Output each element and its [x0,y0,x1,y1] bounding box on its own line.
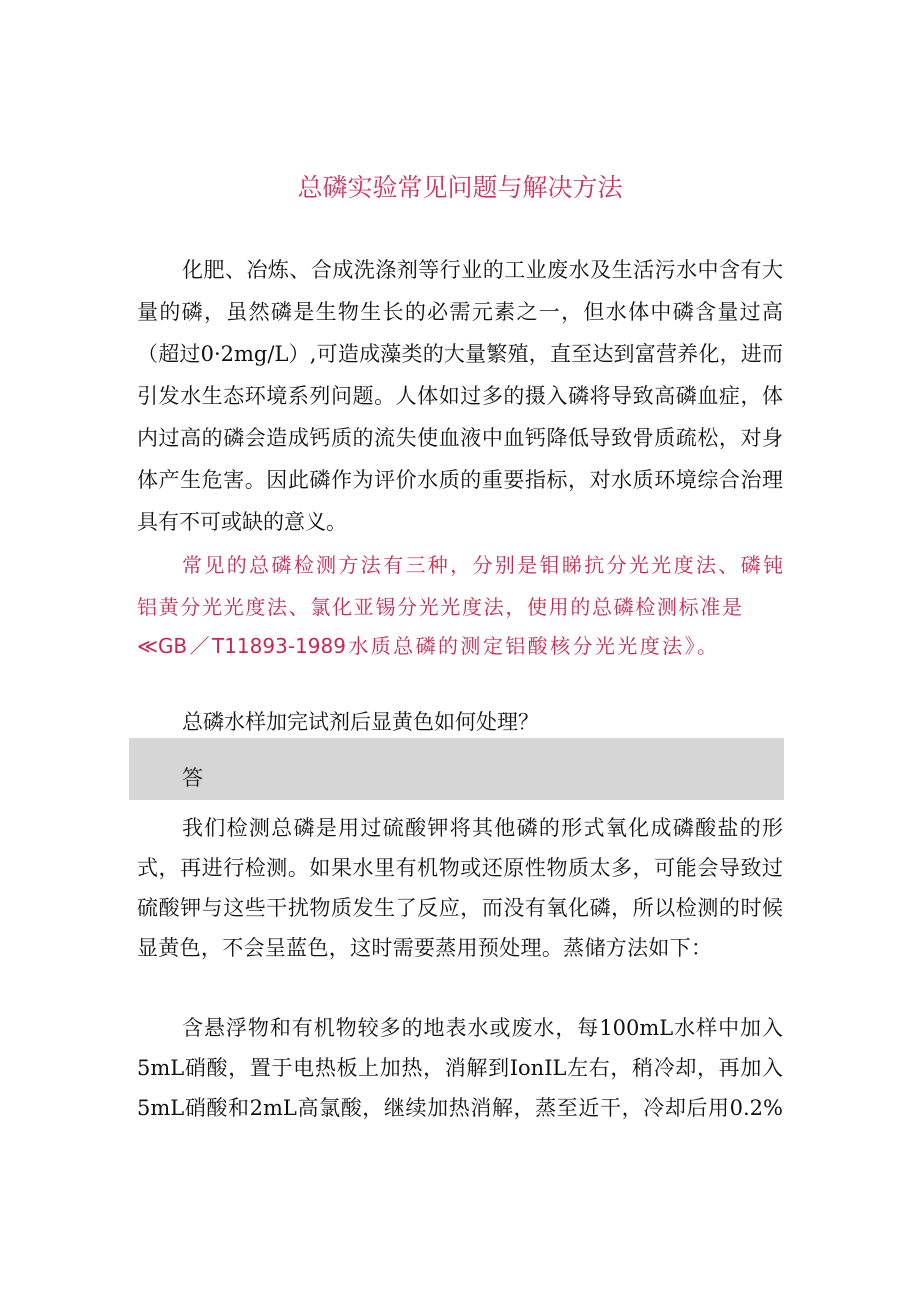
methods-line: 铝黄分光光度法、氯化亚锡分光光度法，使用的总磷检测标准是 [137,595,742,619]
answer-line: 我们检测总磷是用过硫酸钾将其他磷的形式氧化成磷酸盐的形 [182,816,783,840]
methods-line: 常见的总磷检测方法有三种，分别是钼睇抗分光光度法、磷钝 [182,553,783,577]
intro-line: 化肥、冶炼、合成洗涤剂等行业的工业废水及生活污水中含有大 [182,258,783,282]
procedure-line: 5mL硝酸，置于电热板上加热，消解到IonIL左右，稍冷却，再加入 [137,1056,783,1080]
answer-line: 硫酸钾与这些干扰物质发生了反应，而没有氧化磷，所以检测的时候 [137,896,783,920]
procedure-line: 含悬浮物和有机物较多的地表水或废水，每100mL水样中加入 [182,1016,783,1040]
document-title: 总磷实验常见问题与解决方法 [297,173,623,202]
intro-line: 引发水生态环境系列问题。人体如过多的摄入磷将导致高磷血症，体 [137,384,783,408]
procedure-line: 5mL硝酸和2mL高氯酸，继续加热消解，蒸至近干，冷却后用0.2% [137,1096,783,1120]
intro-line: （超过0·2mg/L）,可造成藻类的大量繁殖，直至达到富营养化，进而 [137,342,783,366]
methods-line: ≪GB／T11893-1989水质总磷的测定铝酸核分光光度法》。 [137,634,717,658]
intro-line: 具有不可或缺的意义。 [137,510,347,534]
intro-line: 内过高的磷会造成钙质的流失使血液中血钙降低导致骨质疏松，对身 [137,426,783,450]
answer-bar [129,738,784,800]
question-heading: 总磷水样加完试剂后显黄色如何处理？ [182,710,539,734]
answer-label: 答 [182,766,203,790]
answer-line: 式，再进行检测。如果水里有机物或还原性物质太多，可能会导致过 [137,856,783,880]
answer-line: 显黄色，不会呈蓝色，这时需要蒸用预处理。蒸储方法如下： [137,936,712,960]
intro-line: 量的磷，虽然磷是生物生长的必需元素之一，但水体中磷含量过高 [137,300,783,324]
intro-line: 体产生危害。因此磷作为评价水质的重要指标，对水质环境综合治理 [137,468,783,492]
